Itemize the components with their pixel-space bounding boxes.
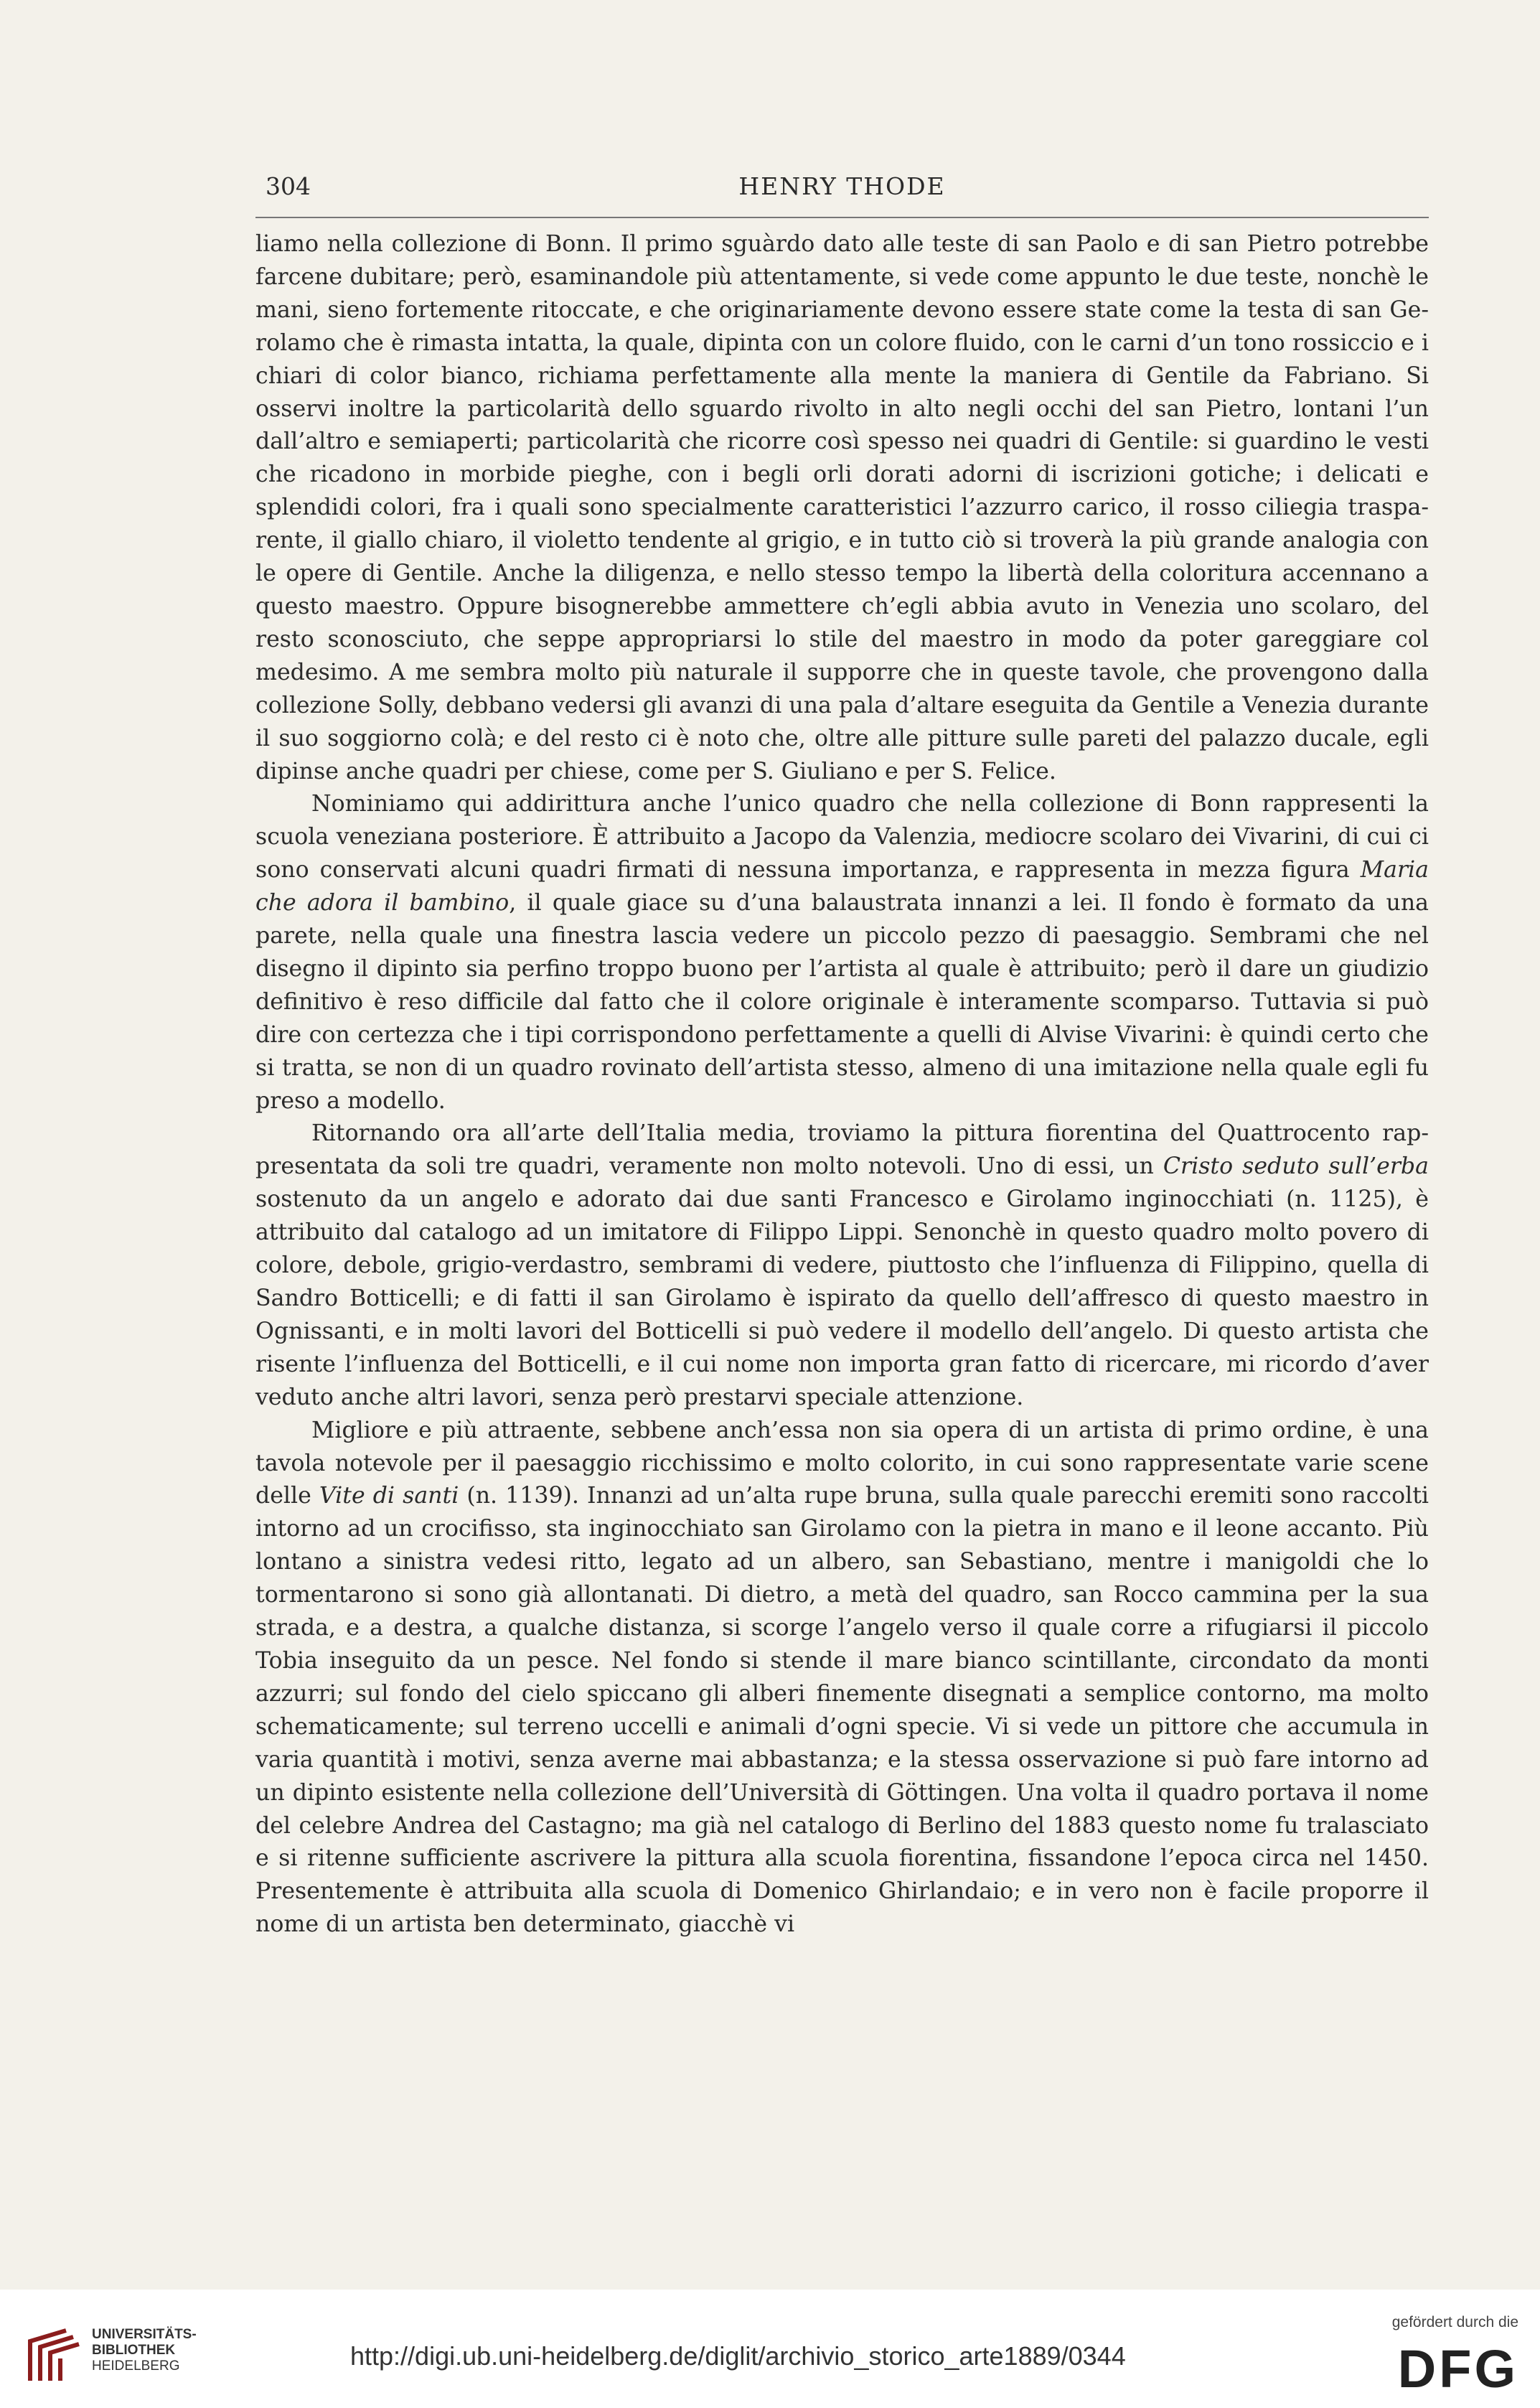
paragraph bbox=[255, 228, 1429, 788]
italic-title: Vite di santi bbox=[319, 1483, 459, 1509]
dfg-logo[interactable]: DFG bbox=[1397, 2339, 1518, 2399]
university-library-logo-icon[interactable] bbox=[16, 2320, 88, 2391]
header-rule bbox=[255, 217, 1429, 218]
paragraph bbox=[255, 1118, 1429, 1414]
text-segment: Nominiamo qui addirittura anche l’unico quadro che nella collezione di Bonn rappresenti la scuola veneziana posteriore. È attribuito a Jacopo da Valenzia, mediocre scolaro dei Vivarini, di cui ci sono conservati alcuni quadri firmati di nessuna importanza, e rappresenta in mezza figura bbox=[255, 791, 1429, 884]
page-header bbox=[255, 172, 1429, 204]
library-name[interactable] bbox=[92, 2327, 197, 2374]
italic-title: Cristo seduto sull’erba bbox=[1163, 1153, 1429, 1180]
library-name-line2: BIBLIOTHEK bbox=[92, 2343, 176, 2358]
funded-by-label: gefördert durch die bbox=[1391, 2314, 1518, 2330]
library-name-line1: UNIVERSITÄTS- bbox=[92, 2327, 197, 2342]
footer-bar bbox=[0, 2290, 1540, 2408]
text-segment: Ritornando ora all’arte dell’Italia media, troviamo la pittura fiorentina del Quattrocento rappresentata da soli tre quadri, veramente non molto notevoli. Uno di essi, un bbox=[255, 1120, 1429, 1180]
body-text bbox=[255, 228, 1429, 1941]
source-url-link[interactable]: http://digi.ub.uni-heidelberg.de/diglit/archivio_storico_arte1889/0344 bbox=[350, 2341, 1126, 2371]
text-segment: (n. 1139). Innanzi ad un’alta rupe bruna, sulla quale parecchi eremiti sono raccolti intorno ad un crocifisso, sta inginocchiato san Girolamo con la pietra in mano e il leone accanto. Più lontano a sinistra vedesi ritto, legato ad un albero, san Sebastiano, mentre i manigoldi che lo tormentarono si sono già allontanati. Di dietro, a metà del quadro, san Rocco cammina per la sua strada, e a destra, a qualche distanza, si scorge l’angelo verso il quale corre a rifugiarsi il piccolo Tobia inseguito da un pesce. Nel fondo si stende il mare bianco scintillante, circondato da monti azzurri; sul fondo del cielo spiccano gli alberi finemente disegnati a semplice contorno, ma molto schematicamente; sul terreno uccelli e animali d’ogni specie. Vi si vede un pittore che accumula in varia quantità i motivi, senza averne mai abbastanza; e la stessa osservazione si può fare intorno ad un dipinto esistente nella collezione dell’Università di Göttingen. Una volta il quadro portava il nome del celebre Andrea del Castagno; ma già nel catalogo di Berlino del 1883 questo nome fu tralasciato e si ritenne sufficiente ascrivere la pittura alla scuola fiorentina, fissandone l’epoca circa nel 1450. Presentemente è attribuita alla scuola di Domenico Ghirlandaio; e in vero non è facile proporre il nome di un artista ben determinato, giacchè vi bbox=[255, 1483, 1429, 1938]
text-segment: Migliore e più attraente, sebbene anch’essa non sia opera di un artista di primo ordine, è una tavola notevole per il paesaggio ricchissimo e molto colorito, in cui sono rappresentate varie scene delle bbox=[255, 1417, 1429, 1509]
paragraph bbox=[255, 788, 1429, 1118]
paragraph bbox=[255, 1415, 1429, 1942]
running-title: HENRY THODE bbox=[738, 172, 946, 200]
text-segment: sostenuto da un angelo e adorato dai due santi Francesco e Girolamo inginocchiati (n. 1125), è attribuito dal catalogo ad un imitatore di Filippo Lippi. Senonchè in questo quadro molto povero di colore, debole, grigio-verdastro, sembrami di vedere, piuttosto che l’influenza di Filippino, quella di Sandro Botticelli; e di fatti il san Girolamo è ispirato da quello dell’affresco di questo maestro in Ognissanti, e in molti lavori del Botticelli si può vedere il modello dell’angelo. Di questo artista che risente l’influenza del Botticelli, e il cui nome non importa gran fatto di ricercare, mi ricordo d’aver veduto anche altri lavori, senza però prestarvi speciale attenzione. bbox=[255, 1186, 1429, 1410]
text-segment: , il quale giace su d’una balaustrata innanzi a lei. Il fondo è formato da una parete, nella quale una finestra lascia vedere un piccolo pezzo di paesaggio. Sembrami che nel disegno il dipinto sia perfino troppo buono per l’artista al quale è attribuito; però il dare un giudizio definitivo è reso difficile dal fatto che il colore originale è interamente scomparso. Tuttavia si può dire con certezza che i tipi corrispondono perfettamente a quelli di Alvise Vivarini: è quindi certo che si tratta, se non di un quadro rovinato dell’artista stesso, almeno di una imitazione nella quale egli fu preso a modello. bbox=[255, 890, 1429, 1114]
italic-title: Maria che adora il bambino bbox=[255, 857, 1429, 917]
page-number: 304 bbox=[266, 172, 311, 200]
text-segment: liamo nella collezione di Bonn. Il primo sguàrdo dato alle teste di san Paolo e di san Pietro potrebbe farcene dubitare; però, esaminandole più attentamente, si vede come appunto le due teste, nonchè le mani, sieno fortemente ritoccate, e che originariamente devono essere state come la testa di san Gerolamo che è rimasta intatta, la quale, dipinta con un colore fluido, con le carni d’un tono rossiccio e i chiari di color bianco, richiama perfettamente alla mente la maniera di Gentile da Fabriano. Si osservi inoltre la particolarità dello sguardo rivolto in alto negli occhi del san Pietro, lontani l’un dall’altro e semiaperti; particolarità che ricorre così spesso nei quadri di Gentile: si guardino le vesti che ricadono in morbide pieghe, con i begli orli dorati adorni di iscrizioni gotiche; i delicati e splendidi colori, fra i quali sono specialmente caratteristici l’azzurro carico, il rosso ciliegia trasparente, il giallo chiaro, il violetto tendente al grigio, e in tutto ciò si troverà la più grande analogia con le opere di Gentile. Anche la diligenza, e nello stesso tempo la libertà della coloritura accennano a questo maestro. Oppure bisognerebbe ammettere ch’egli abbia avuto in Venezia uno scolaro, del resto sconosciuto, che seppe appropriarsi lo stile del maestro in modo da poter gareggiare col medesimo. A me sembra molto più naturale il supporre che in queste tavole, che provengono dalla collezione Solly, debbano vedersi gli avanzi di una pala d’altare eseguita da Gentile a Venezia durante il suo soggiorno colà; e del resto ci è noto che, oltre alle pitture sulle pareti del palazzo ducale, egli dipinse anche quadri per chiese, come per S. Giuliano e per S. Felice. bbox=[255, 231, 1429, 784]
library-name-line3: HEIDELBERG bbox=[92, 2358, 180, 2374]
